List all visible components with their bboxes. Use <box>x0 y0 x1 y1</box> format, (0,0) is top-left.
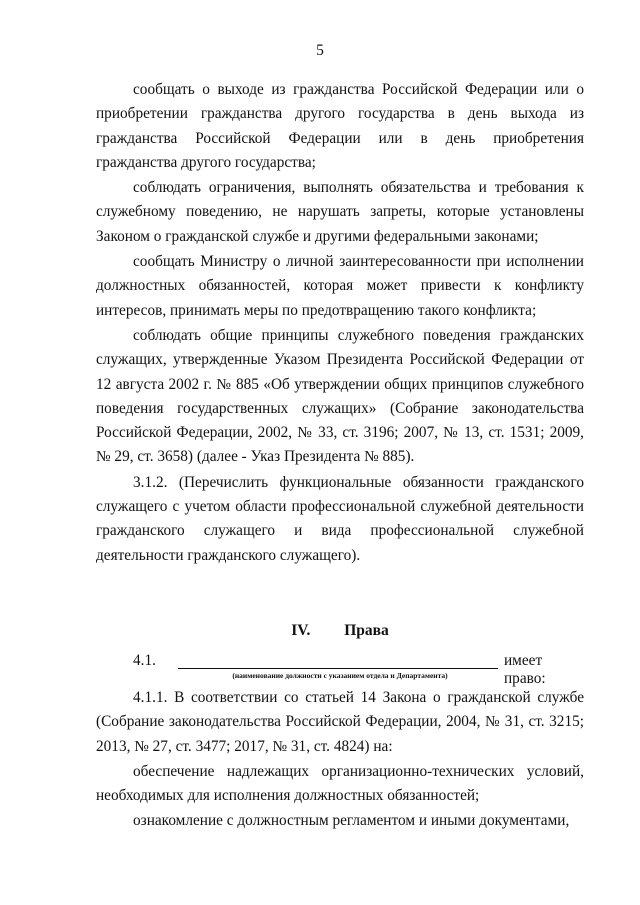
fill-in-blank-line <box>178 668 498 669</box>
paragraph: 3.1.2. (Перечислить функциональные обязанности гражданского служащего с учетом области профессиональной служебной деятельности гражданского служащего и вида профессиональной служебной деятельности гражданского служащего). <box>96 473 584 564</box>
blank-caption: (наименование должности с указанием отдела и Департамента) <box>232 670 448 680</box>
paragraph: соблюдать ограничения, выполнять обязательства и требования к служебному поведению, не нарушать запреты, которые установлены Законом о гражданской службе и другими федеральными законами; <box>96 179 584 245</box>
section-heading <box>96 622 584 640</box>
paragraph: 4.1.1. В соответствии со статьей 14 Закона о гражданской службе (Собрание законодательства Российской Федерации, 2004, № 31, ст. 3215; 2013, № 27, ст. 3477; 2017, № 31, ст. 4824) на: <box>96 688 584 755</box>
page-number: 5 <box>316 42 324 59</box>
section-title: Права <box>344 621 389 639</box>
paragraph: сообщать Министру о личной заинтересованности при исполнении должностных обязанностей, которая может привести к конфликту интересов, принимать меры по предотвращению такого конфликта; <box>96 253 584 319</box>
section-number: IV. <box>291 621 311 639</box>
rights-text: имеет право: <box>504 651 546 687</box>
paragraph: обеспечение надлежащих организационно-технических условий, необходимых для исполнения должностных обязанностей; <box>96 762 584 805</box>
rights-number: 4.1. <box>133 651 156 669</box>
paragraph: сообщать о выходе из гражданства Российской Федерации или о приобретении гражданства другого государства в день выхода из гражданства Российской Федерации или в день приобретения гражданства другого государства; <box>96 81 584 171</box>
paragraph: ознакомление с должностным регламентом и иными документами, <box>133 812 570 830</box>
document-body <box>96 78 584 834</box>
paragraph: соблюдать общие принципы служебного поведения гражданских служащих, утвержденные Указом Президента Российской Федерации от 12 августа 2002 г. № 885 «Об утверждении общих принципов служебного поведения государственных служащих» (Собрание законодательства Российской Федерации, 2002, № 33, ст. 3196; 2007, № 13, ст. 1531; 2009, № 29, ст. 3658) (далее - Указ Президента № 885). <box>96 326 584 466</box>
